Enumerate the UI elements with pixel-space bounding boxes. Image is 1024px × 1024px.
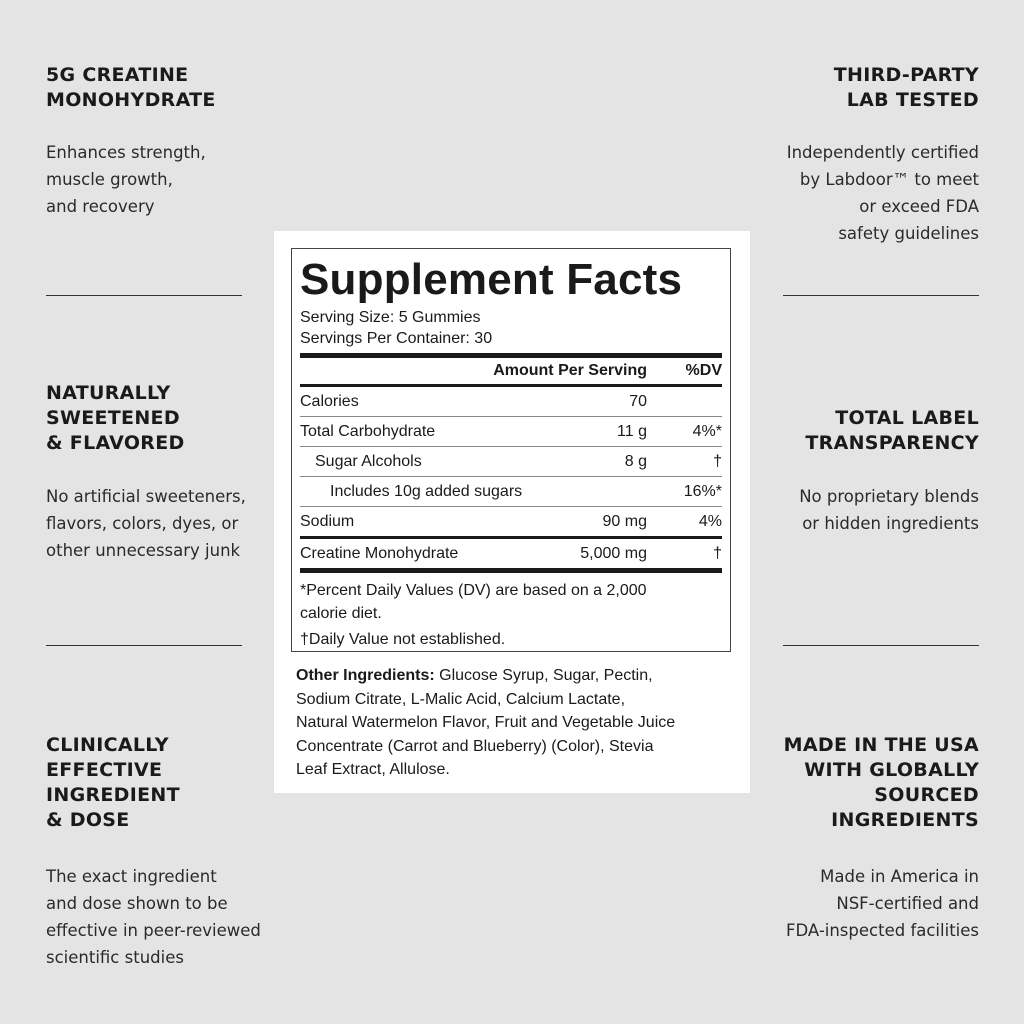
feature-transparency bbox=[729, 406, 979, 537]
facts-header bbox=[300, 358, 722, 384]
feature-title: TOTAL LABEL TRANSPARENCY bbox=[805, 407, 979, 454]
divider bbox=[46, 645, 242, 646]
facts-title: Supplement Facts bbox=[300, 255, 683, 304]
facts-row: Sodium 90 mg 4% bbox=[300, 512, 722, 530]
feature-creatine bbox=[46, 63, 296, 220]
facts-row: Creatine Monohydrate 5,000 mg † bbox=[300, 544, 722, 562]
feature-description: The exact ingredient and dose shown to be effective in peer-reviewed scientific studies bbox=[46, 867, 261, 967]
feature-made-in-usa bbox=[729, 733, 979, 944]
feature-description: Independently certified by Labdoor™ to meet or exceed FDA safety guidelines bbox=[786, 143, 979, 243]
feature-title: THIRD-PARTY LAB TESTED bbox=[833, 64, 979, 111]
servings-per-container: Servings Per Container: 30 bbox=[300, 330, 493, 347]
facts-row: Includes 10g added sugars 16%* bbox=[300, 477, 722, 507]
facts-row: Total Carbohydrate 11 g 4%* bbox=[300, 417, 722, 447]
feature-description: Made in America in NSF-certified and FDA-inspected facilities bbox=[785, 867, 979, 940]
feature-description: No artificial sweeteners, flavors, colors, dyes, or other unnecessary junk bbox=[46, 487, 246, 560]
feature-lab-tested bbox=[729, 63, 979, 247]
other-ingredients-label: Other Ingredients: bbox=[296, 667, 435, 684]
feature-title: NATURALLY SWEETENED & FLAVORED bbox=[46, 382, 185, 454]
feature-title: MADE IN THE USA WITH GLOBALLY SOURCED INGREDIENTS bbox=[783, 734, 979, 831]
supplement-facts-box bbox=[291, 248, 731, 652]
serving-info bbox=[300, 307, 722, 349]
facts-row: Calories 70 bbox=[300, 387, 722, 417]
feature-title: CLINICALLY EFFECTIVE INGREDIENT & DOSE bbox=[46, 734, 180, 831]
dv-header: %DV bbox=[685, 362, 722, 379]
divider bbox=[783, 295, 979, 296]
divider-bar bbox=[300, 568, 722, 573]
dv-footnote: *Percent Daily Values (DV) are based on a 2,000 calorie diet. bbox=[300, 582, 647, 622]
divider bbox=[783, 645, 979, 646]
feature-clinical bbox=[46, 733, 296, 971]
feature-sweetened bbox=[46, 381, 296, 564]
other-ingredients: Other Ingredients: Glucose Syrup, Sugar, Pectin, Sodium Citrate, L-Malic Acid, Calcium Lactate, Natural Watermelon Flavor, Fruit and Vegetable Juice Concentrate (Carrot and Blueberry) (Color), Stevia Leaf Extract, Allulose. bbox=[296, 667, 676, 778]
feature-title: 5G CREATINE MONOHYDRATE bbox=[46, 64, 216, 111]
feature-description: No proprietary blends or hidden ingredients bbox=[799, 487, 979, 533]
serving-size: Serving Size: 5 Gummies bbox=[300, 309, 481, 326]
supplement-facts-panel bbox=[274, 231, 750, 793]
feature-description: Enhances strength, muscle growth, and recovery bbox=[46, 143, 206, 216]
dagger-footnote: †Daily Value not established. bbox=[300, 631, 506, 648]
facts-row: Sugar Alcohols 8 g † bbox=[300, 447, 722, 477]
amount-header: Amount Per Serving bbox=[493, 362, 647, 379]
divider bbox=[46, 295, 242, 296]
